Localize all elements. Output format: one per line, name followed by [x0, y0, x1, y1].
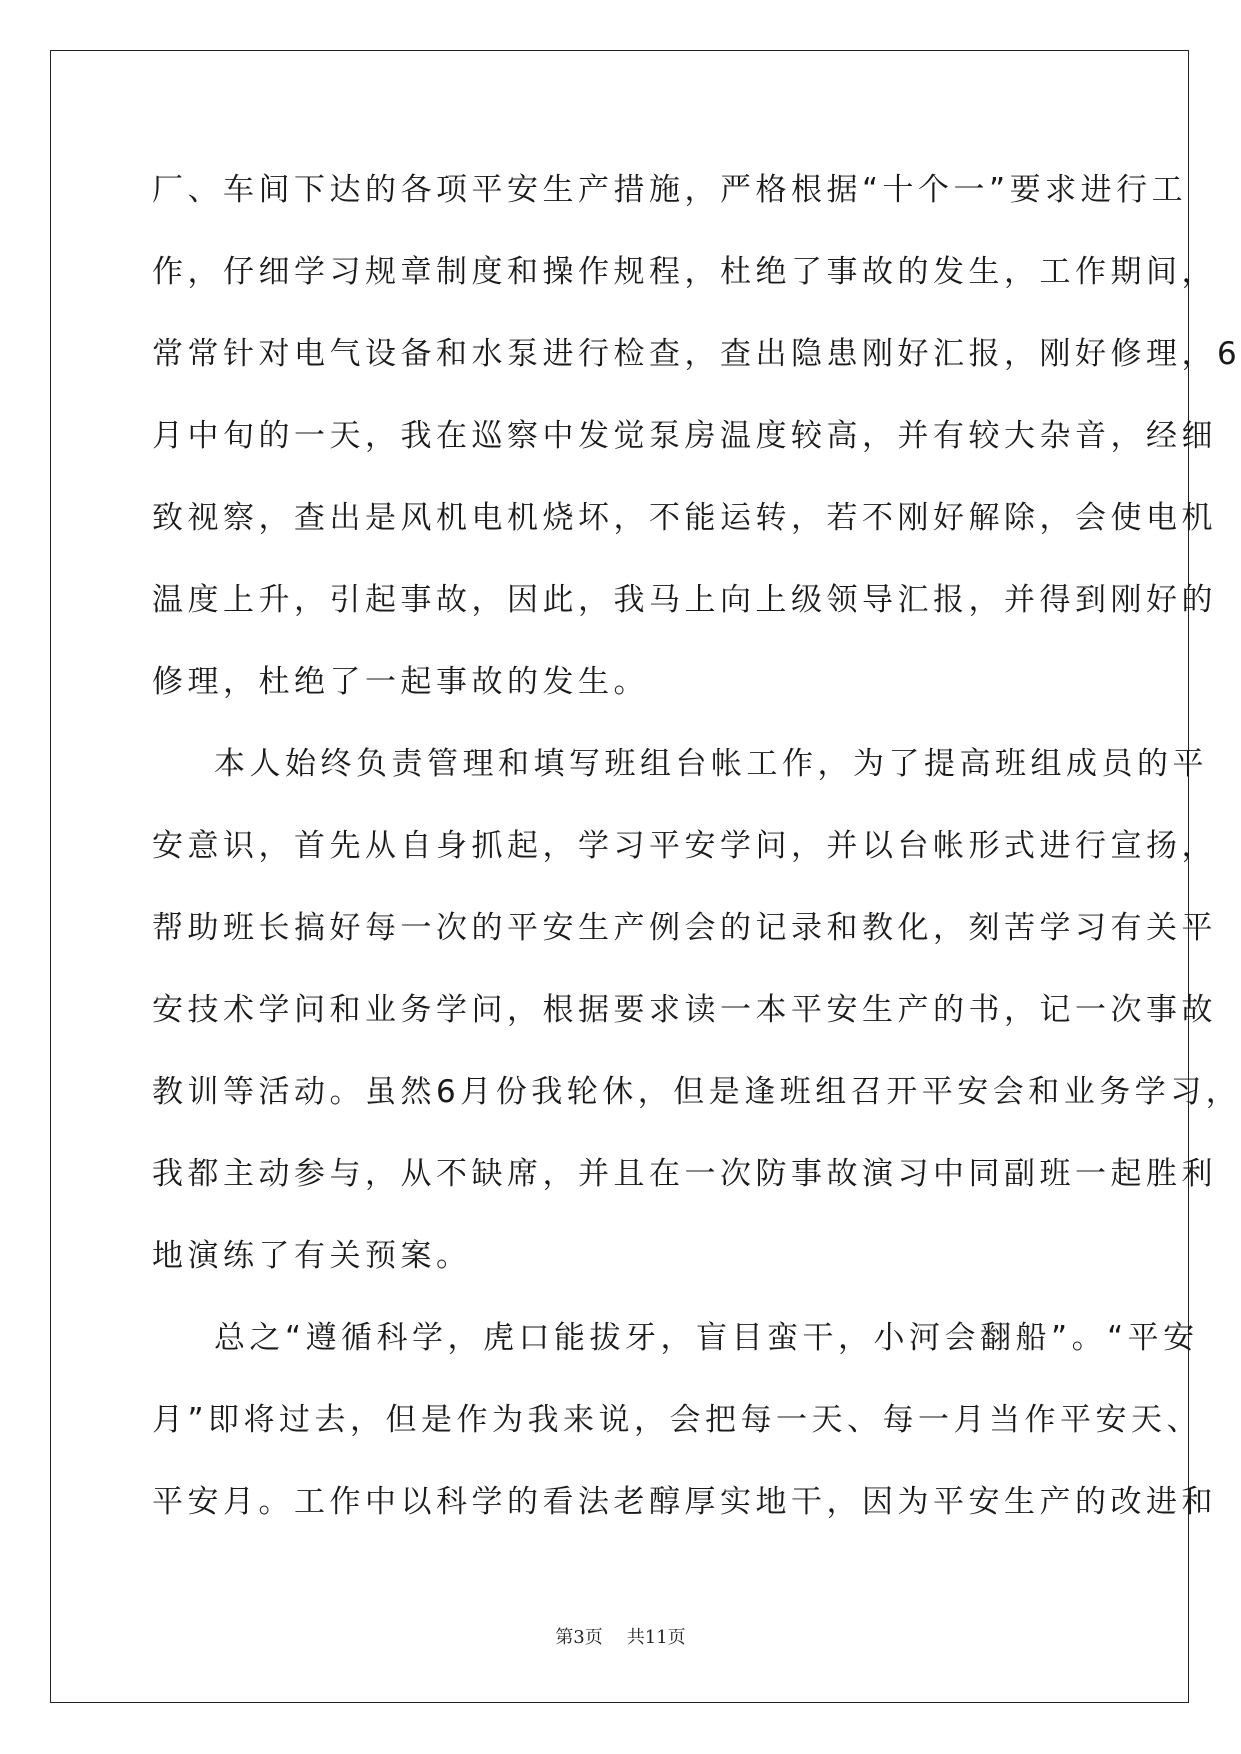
text-line: 地演练了有关预案。: [152, 1238, 472, 1274]
text-line: 温度上升，引起事故，因此，我马上向上级领导汇报，并得到刚好的: [152, 582, 1217, 618]
text-line: 月”即将过去，但是作为我来说，会把每一天、每一月当作平安天、: [152, 1402, 1203, 1438]
text-line: 安技术学问和业务学问，根据要求读一本平安生产的书，记一次事故: [152, 992, 1217, 1028]
page-total: 共11页: [626, 1627, 686, 1648]
text-line: 安意识，首先从自身抓起，学习平安学问，并以台帐形式进行宣扬，: [152, 828, 1217, 864]
text-line: 我都主动参与，从不缺席，并且在一次防事故演习中同副班一起胜利: [152, 1156, 1217, 1192]
page-number: 第3页: [555, 1627, 603, 1648]
document-body: [152, 168, 1241, 1562]
paragraph-start-line: 本人始终负责管理和填写班组台帐工作，为了提高班组成员的平: [214, 746, 1208, 782]
text-line: 月中旬的一天，我在巡察中发觉泵房温度较高，并有较大杂音，经细: [152, 418, 1217, 454]
text-line: 厂、车间下达的各项平安生产措施，严格根据“十个一”要求进行工: [152, 172, 1188, 208]
text-line: 平安月。工作中以科学的看法老醇厚实地干，因为平安生产的改进和: [152, 1484, 1217, 1520]
text-line: 修理，杜绝了一起事故的发生。: [152, 664, 649, 700]
text-line: 致视察，查出是风机电机烧坏，不能运转，若不刚好解除，会使电机: [152, 500, 1217, 536]
text-line: 常常针对电气设备和水泵进行检查，查出隐患刚好汇报，刚好修理，6: [152, 336, 1241, 372]
text-line: 教训等活动。虽然6月份我轮休，但是逢班组召开平安会和业务学习，: [152, 1074, 1241, 1110]
paragraph-start-line: 总之“遵循科学，虎口能拔牙，盲目蛮干，小河会翻船”。“平安: [214, 1320, 1199, 1356]
text-line: 作，仔细学习规章制度和操作规程，杜绝了事故的发生，工作期间，: [152, 254, 1217, 290]
page-footer: [0, 1623, 1241, 1649]
text-line: 帮助班长搞好每一次的平安生产例会的记录和教化，刻苦学习有关平: [152, 910, 1217, 946]
